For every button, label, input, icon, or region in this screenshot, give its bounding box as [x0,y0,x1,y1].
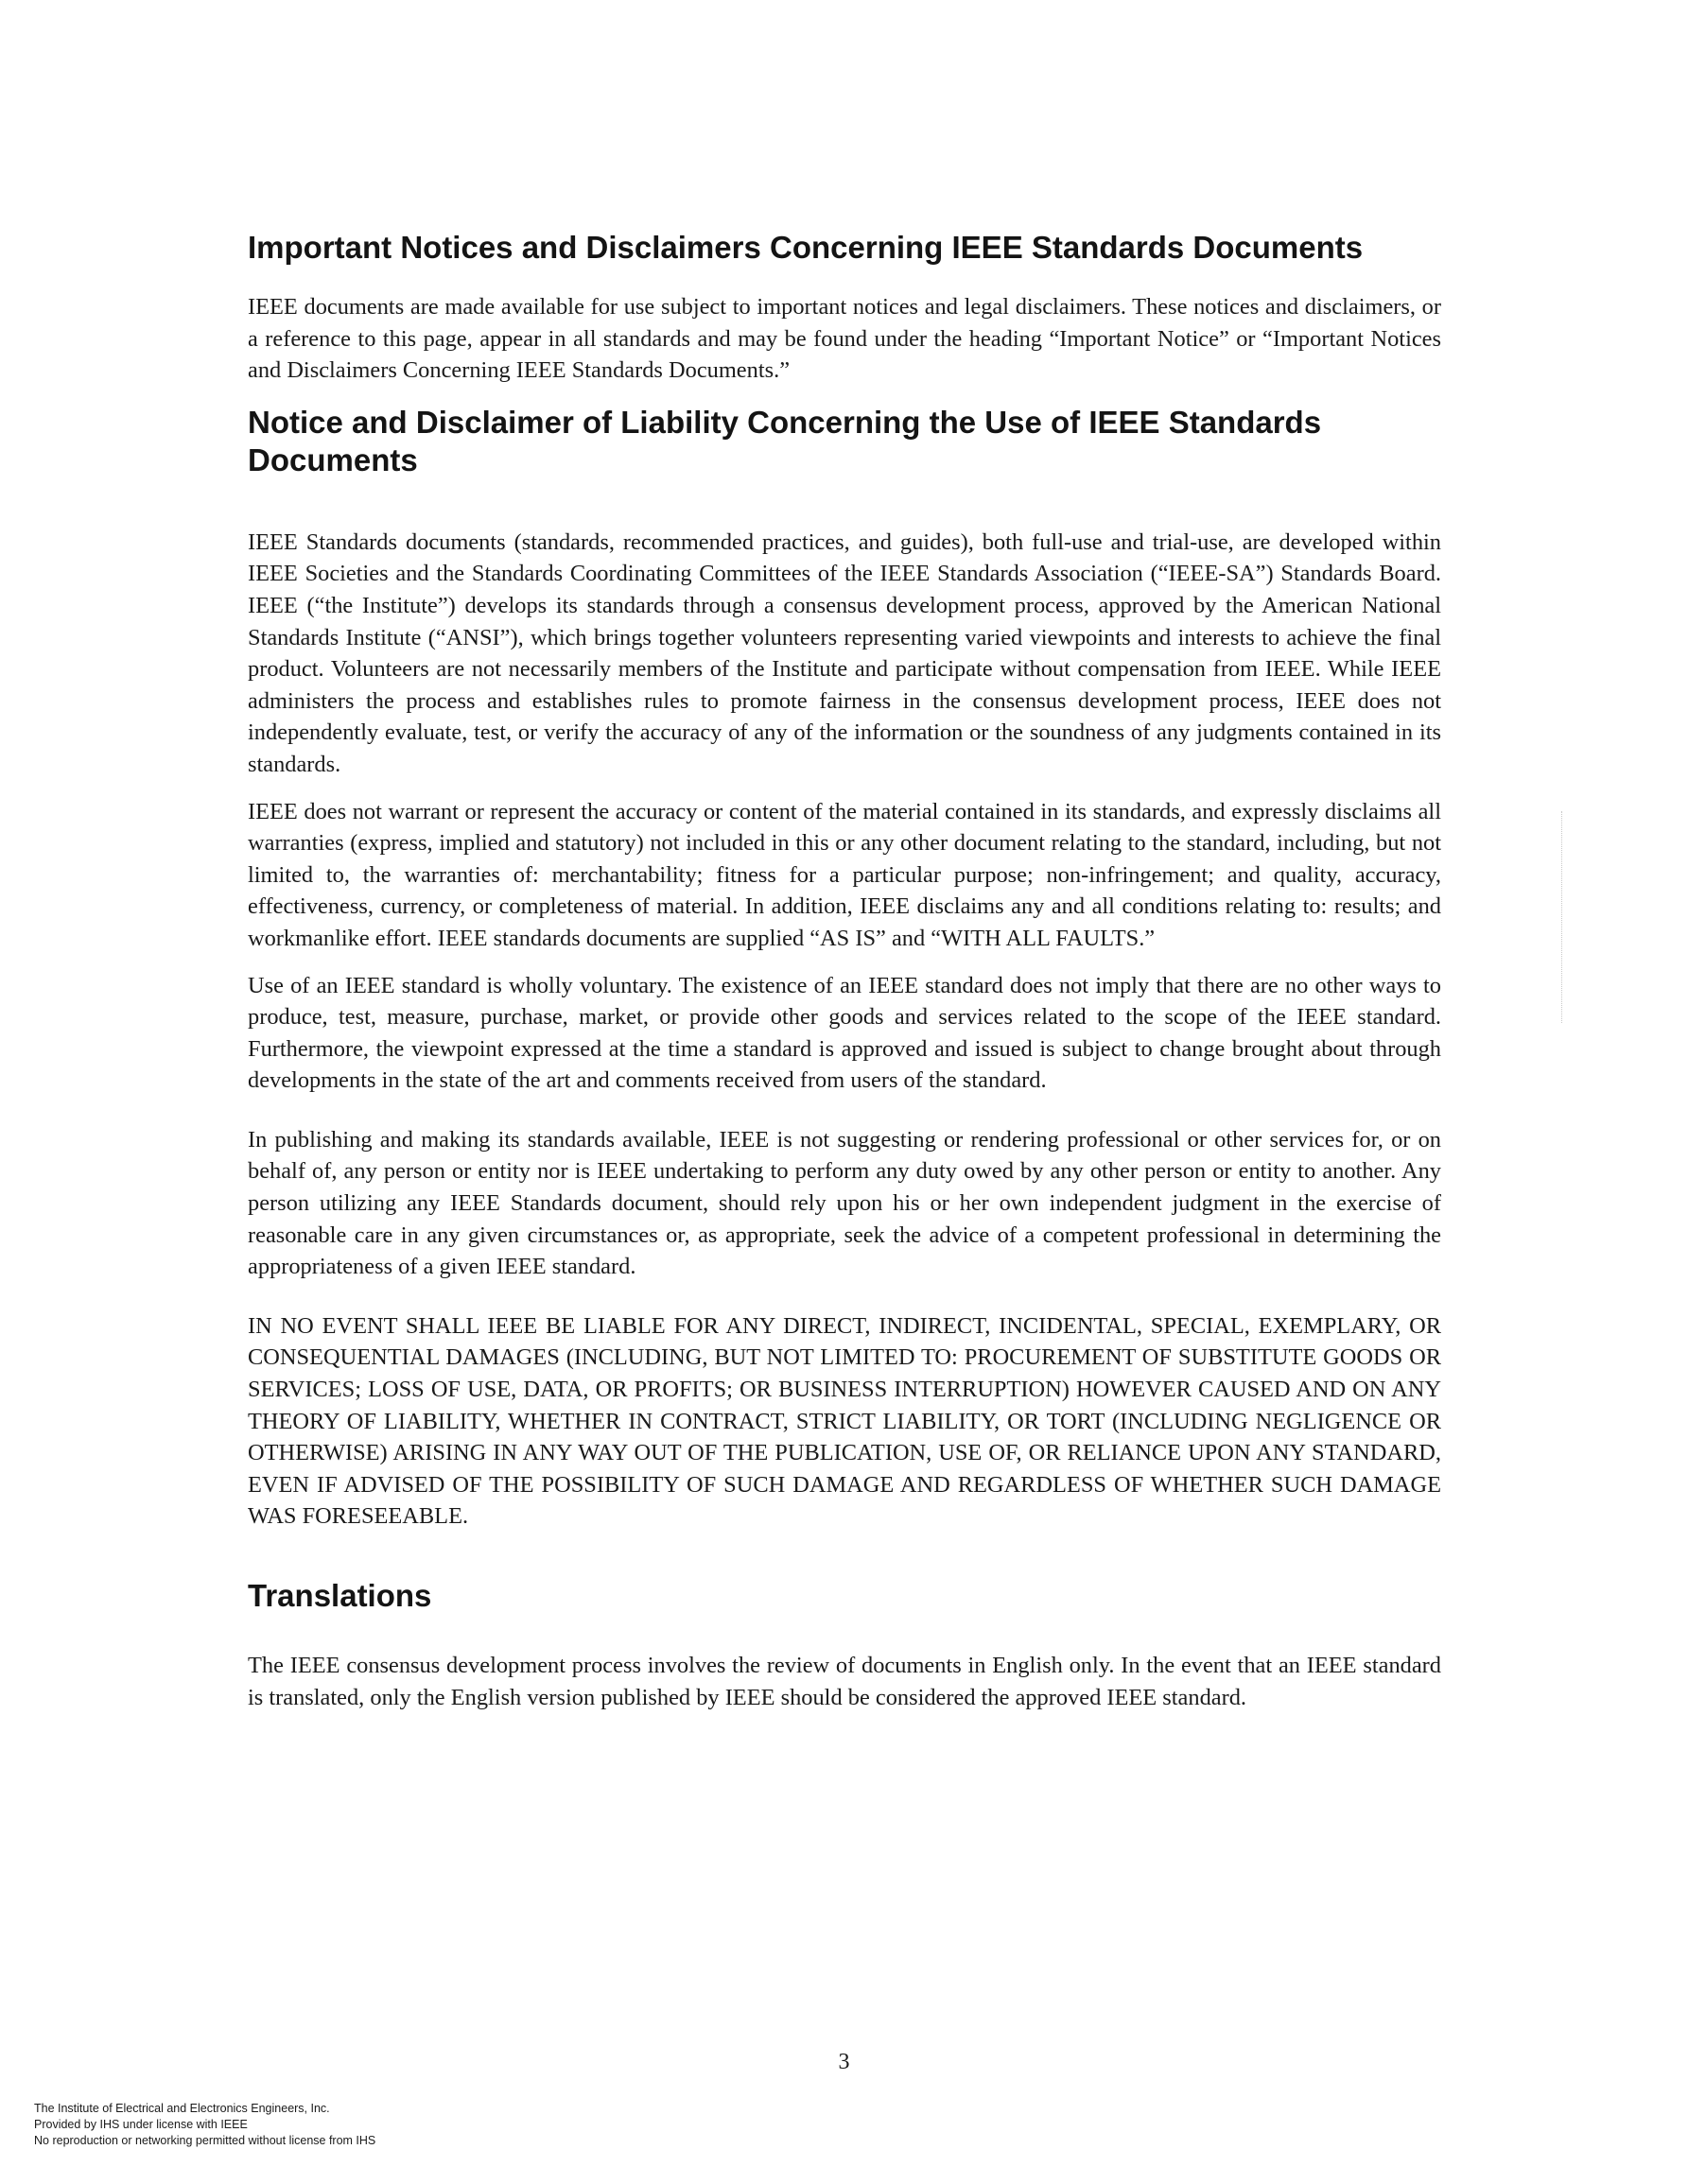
document-body [248,229,1441,1713]
footer-line-publisher: The Institute of Electrical and Electronics Engineers, Inc. [34,2102,330,2115]
license-footer [34,2101,375,2149]
liability-paragraph-4: In publishing and making its standards available, IEEE is not suggesting or rendering professional or other services for, or on behalf of, any person or entity nor is IEEE undertaking to perform any duty owed by any other person or entity to another. Any person utilizing any IEEE Standards document, should rely upon his or her own independent judgment in the exercise of reasonable care in any given circumstances or, as appropriate, seek the advice of a competent professional in determining the appropriateness of a given IEEE standard. [248,1126,1441,1280]
page-number: 3 [838,2050,850,2074]
page-title: Important Notices and Disclaimers Concerning IEEE Standards Documents [248,230,1364,265]
liability-section-heading: Notice and Disclaimer of Liability Concerning the Use of IEEE Standards Documents [248,404,1322,477]
footer-line-license: No reproduction or networking permitted without license from IHS [34,2134,376,2147]
intro-paragraph: IEEE documents are made available for use subject to important notices and legal disclaimers. These notices and disclaimers, or a reference to this page, appear in all standards and may be found under the heading “Important Notice” or “Important Notices and Disclaimers Concerning IEEE Standards Documents.” [248,294,1441,384]
liability-paragraph-3: Use of an IEEE standard is wholly voluntary. The existence of an IEEE standard does not imply that there are no other ways to produce, test, measure, purchase, market, or provide other goods and services related to the scope of the IEEE standard. Furthermore, the viewpoint expressed at the time a standard is approved and issued is subject to change brought about through developments in the state of the art and comments received from users of the standard. [248,972,1441,1094]
translations-paragraph: The IEEE consensus development process involves the review of documents in English only. In the event that an IEEE standard is translated, only the English version published by IEEE should be considered the approved IEEE standard. [248,1653,1441,1710]
translations-section-heading: Translations [248,1578,432,1613]
liability-paragraph-5: IN NO EVENT SHALL IEEE BE LIABLE FOR ANY DIRECT, INDIRECT, INCIDENTAL, SPECIAL, EXEMPLARY, OR CONSEQUENTIAL DAMAGES (INCLUDING, BUT NOT LIMITED TO: PROCUREMENT OF SUBSTITUTE GOODS OR SERVICES; LOSS OF USE, DATA, OR PROFITS; OR BUSINESS INTERRUPTION) HOWEVER CAUSED AND ON ANY THEORY OF LIABILITY, WHETHER IN CONTRACT, STRICT LIABILITY, OR TORT (INCLUDING NEGLIGENCE OR OTHERWISE) ARISING IN ANY WAY OUT OF THE PUBLICATION, USE OF, OR RELIANCE UPON ANY STANDARD, EVEN IF ADVISED OF THE POSSIBILITY OF SUCH DAMAGE AND REGARDLESS OF WHETHER SUCH DAMAGE WAS FORESEEABLE. [248,1312,1441,1530]
liability-paragraph-2: IEEE does not warrant or represent the accuracy or content of the material contained in its standards, and expressly disclaims all warranties (express, implied and statutory) not included in this or any other document relating to the standard, including, but not limited to, the warranties of: merchantability; fitness for a particular purpose; non-infringement; and quality, accuracy, effectiveness, currency, or completeness of material. In addition, IEEE disclaims any and all conditions relating to: results; and workmanlike effort. IEEE standards documents are supplied “AS IS” and “WITH ALL FAULTS.” [248,798,1441,951]
footer-line-provider: Provided by IHS under license with IEEE [34,2118,248,2131]
liability-paragraph-1: IEEE Standards documents (standards, recommended practices, and guides), both full-use and trial-use, are developed within IEEE Societies and the Standards Coordinating Committees of the IEEE Standards Association (“IEEE-SA”) Standards Board. IEEE (“the Institute”) develops its standards through a consensus development process, approved by the American National Standards Institute (“ANSI”), which brings together volunteers representing varied viewpoints and interests to achieve the final product. Volunteers are not necessarily members of the Institute and participate without compensation from IEEE. While IEEE administers the process and establishes rules to promote fairness in the consensus development process, IEEE does not independently evaluate, test, or verify the accuracy of any of the information or the soundness of any judgments contained in its standards. [248,529,1441,777]
margin-marks [1561,811,1565,1023]
